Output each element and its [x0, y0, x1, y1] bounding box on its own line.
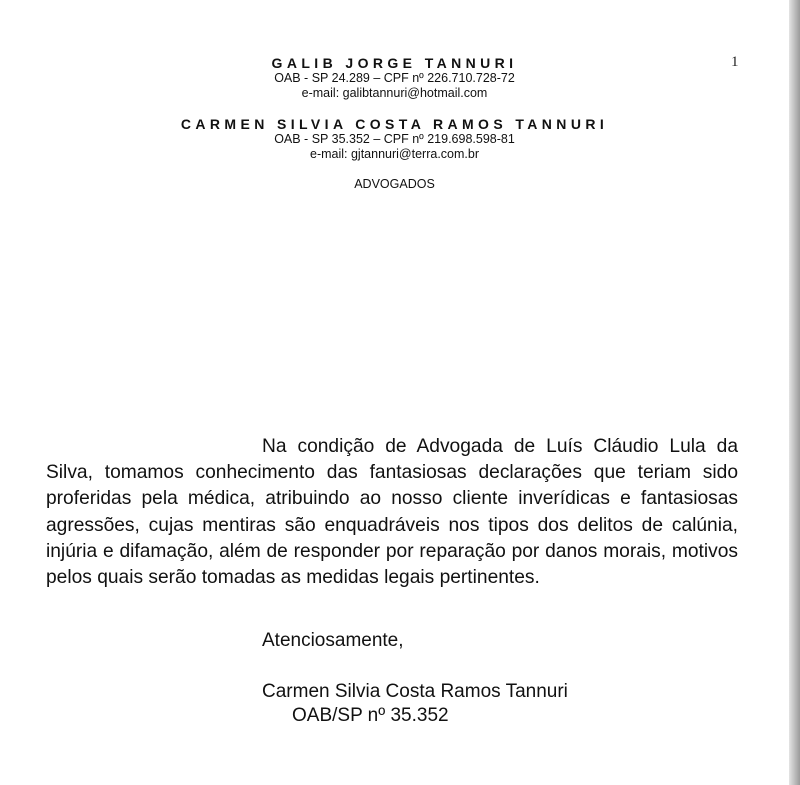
page-edge-shadow [789, 0, 800, 785]
body-paragraph: Na condição de Advogada de Luís Cláudio Lula da Silva, tomamos conhecimento das fantasiosas declarações que teriam sido proferidas pela médica, atribuindo ao nosso cliente inverídicas e fantasiosas agressões, cujas mentiras são enquadráveis nos tipos dos delitos de calúnia, injúria e difamação, além de responder por reparação por danos morais, motivos pelos quais serão tomadas as medidas legais pertinentes. [46, 436, 738, 589]
signer-registration: OAB/SP nº 35.352 [292, 705, 449, 726]
closing-salutation: Atenciosamente, [262, 630, 404, 651]
signer-name: Carmen Silvia Costa Ramos Tannuri [262, 681, 568, 702]
page-number: 1 [731, 54, 739, 70]
lawyer-1-email: e-mail: galibtannuri@hotmail.com [301, 86, 488, 100]
letterhead-lawyer-2 [0, 116, 789, 162]
lawyer-2-registration: OAB - SP 35.352 – CPF nº 219.698.598-81 [274, 132, 515, 146]
firm-label: ADVOGADOS [354, 177, 435, 191]
letterhead-lawyer-1 [0, 55, 789, 101]
lawyer-2-email: e-mail: gjtannuri@terra.com.br [310, 147, 479, 161]
lawyer-2-name: CARMEN SILVIA COSTA RAMOS TANNURI [180, 116, 609, 132]
lawyer-1-registration: OAB - SP 24.289 – CPF nº 226.710.728-72 [274, 71, 515, 85]
lawyer-1-name: GALIB JORGE TANNURI [271, 55, 518, 71]
